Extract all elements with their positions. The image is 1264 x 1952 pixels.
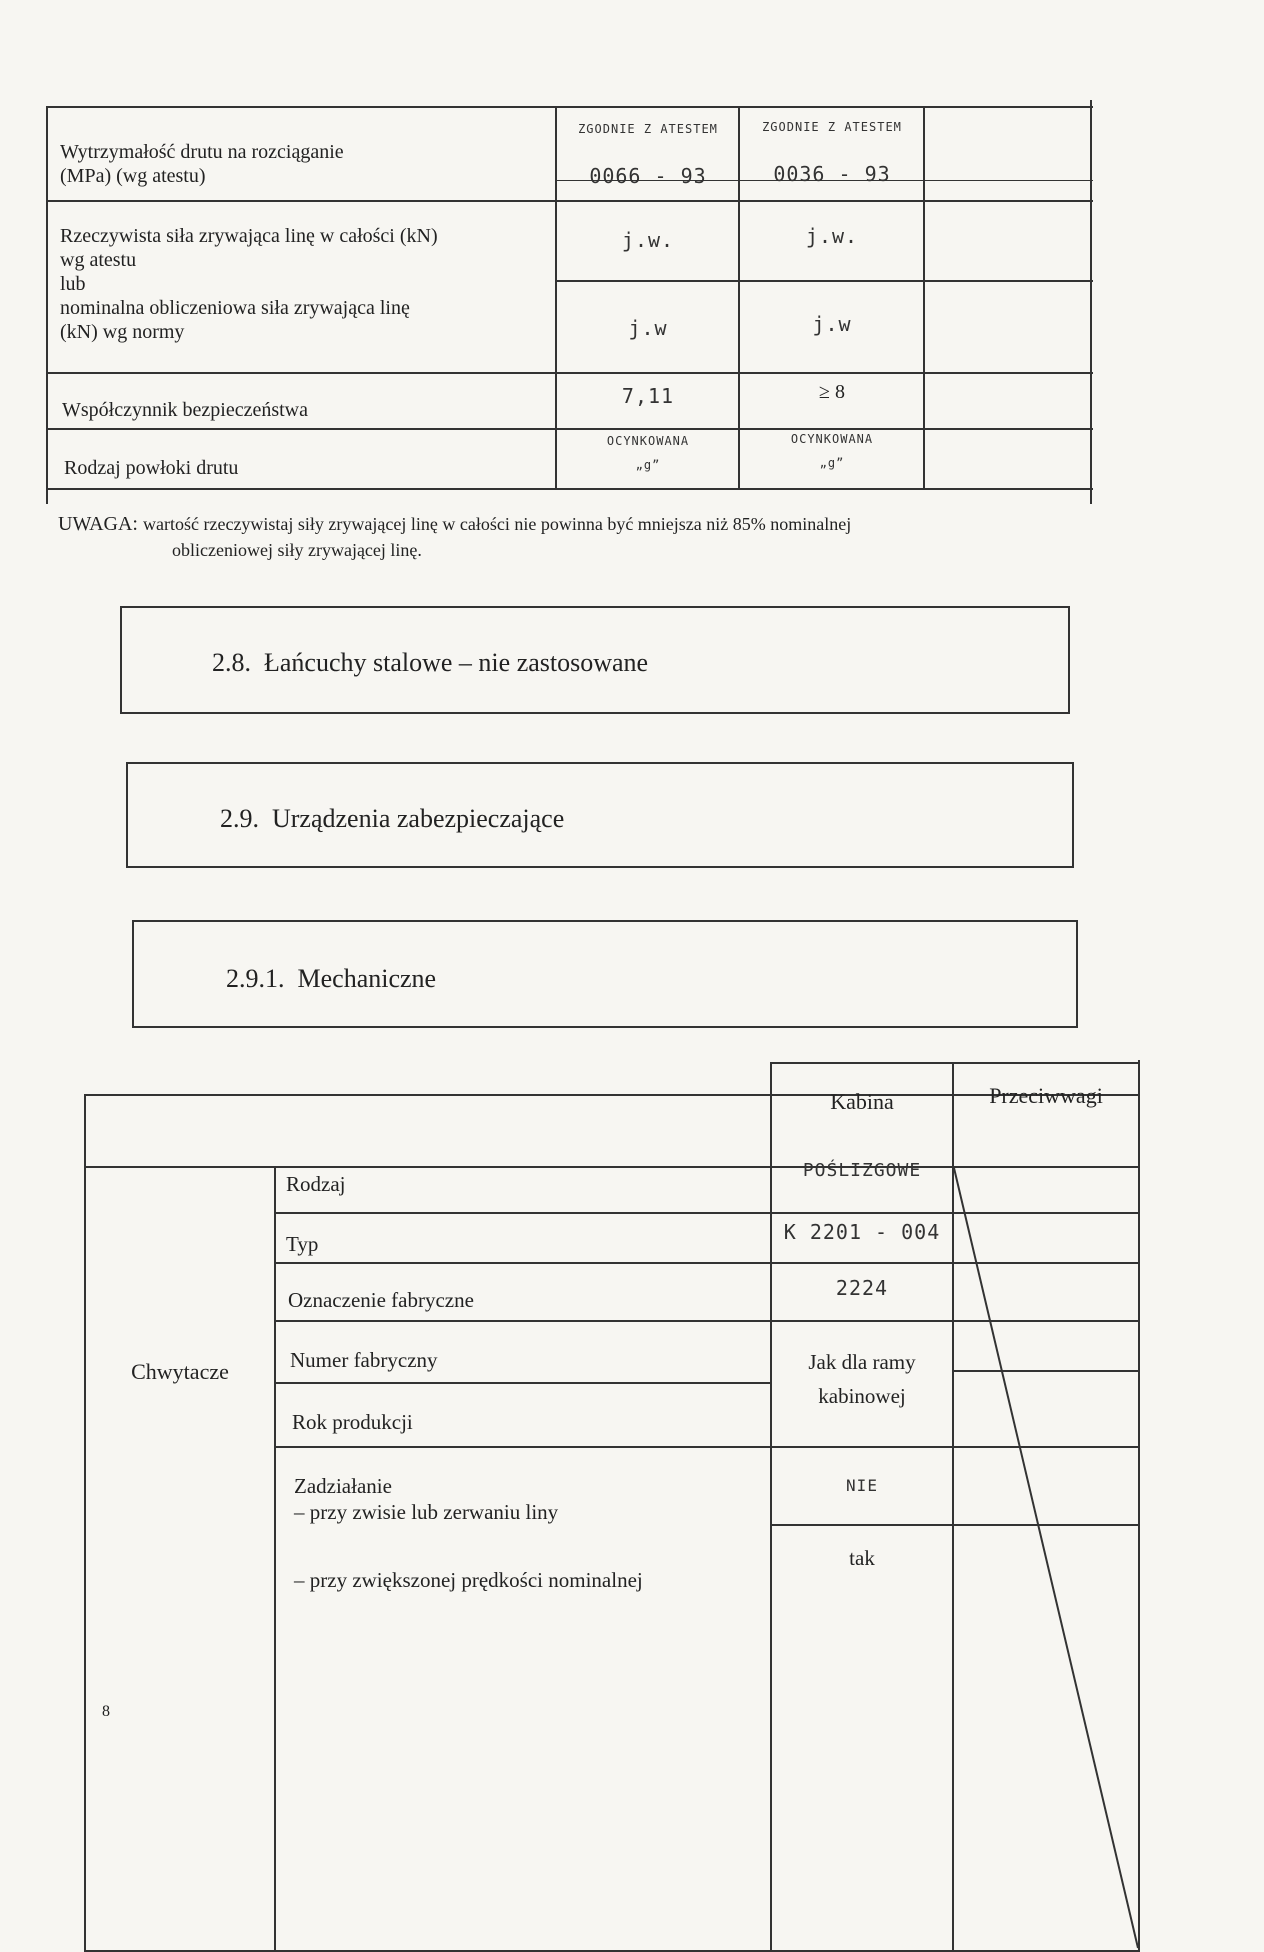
note-prefix: UWAGA: bbox=[58, 513, 138, 535]
col-header-przeciwwagi: Przeciwwagi bbox=[989, 1083, 1103, 1108]
label-tensile-strength: Wytrzymałość drutu na rozciąganie (MPa) (wg atestu) bbox=[60, 141, 344, 187]
page-number: 8 bbox=[102, 1703, 110, 1720]
value-safety-factor-counterweight: ≥ 8 bbox=[819, 381, 845, 403]
row-value-zad-predkosc: tak bbox=[849, 1546, 875, 1570]
label-breaking-force: Rzeczywista siła zrywająca linę w całości (kN) wg atestu lub nominalna obliczeniowa siła zrywająca linę (kN) wg normy bbox=[60, 225, 438, 343]
value-breaking-nominal-cabin: j.w bbox=[628, 316, 668, 340]
row-value-rok: kabinowej bbox=[818, 1384, 906, 1408]
value-coating-cabin-class: „g” bbox=[635, 458, 661, 472]
value-breaking-nominal-counterweight: j.w bbox=[812, 312, 852, 336]
label-safety-factor: Współczynnik bezpieczeństwa bbox=[62, 399, 309, 421]
group-chwytacze: Chwytacze bbox=[131, 1359, 229, 1384]
section-box-2-8 bbox=[120, 606, 1070, 714]
value-tensile-counterweight-note: ZGODNIE Z ATESTEM bbox=[762, 120, 902, 134]
row-label-zad-predkosc: – przy zwiększonej prędkości nominalnej bbox=[294, 1568, 643, 1592]
row-label-rodzaj: Rodzaj bbox=[286, 1172, 346, 1196]
row-value-zad-zwis: NIE bbox=[846, 1476, 878, 1495]
value-tensile-cabin-note: ZGODNIE Z ATESTEM bbox=[578, 122, 718, 136]
note bbox=[58, 512, 851, 536]
value-coating-cabin: OCYNKOWANA bbox=[606, 434, 690, 448]
value-safety-factor-cabin: 7,11 bbox=[621, 384, 675, 408]
note-line-1: wartość rzeczywistaj siły zrywającej linę w całości nie powinna być mniejsza niż 85% nominalnej bbox=[143, 514, 852, 534]
value-coating-counterweight-class: „g” bbox=[819, 456, 845, 470]
col-header-kabina: Kabina bbox=[830, 1089, 894, 1114]
row-label-rok: Rok produkcji bbox=[292, 1410, 413, 1434]
label-wire-coating: Rodzaj powłoki drutu bbox=[64, 457, 239, 479]
value-tensile-counterweight: 0036 - 93 bbox=[773, 162, 891, 186]
row-label-zad-zwis: – przy zwisie lub zerwaniu liny bbox=[294, 1500, 559, 1524]
section-box-2-9-1 bbox=[132, 920, 1078, 1028]
value-breaking-actual-cabin: j.w. bbox=[621, 228, 675, 252]
note-line-2: obliczeniowej siły zrywającej linę. bbox=[172, 540, 422, 560]
row-value-oznaczenie: 2224 bbox=[835, 1276, 889, 1300]
section-box-2-9 bbox=[126, 762, 1074, 868]
value-coating-counterweight: OCYNKOWANA bbox=[790, 432, 874, 446]
section-2-9-heading: 2.9. Urządzenia zabezpieczające bbox=[220, 804, 565, 833]
value-breaking-actual-counterweight: j.w. bbox=[805, 224, 859, 248]
row-label-numer: Numer fabryczny bbox=[290, 1348, 438, 1372]
section-2-8-heading: 2.8. Łańcuchy stalowe – nie zastosowane bbox=[212, 648, 649, 677]
row-value-numer: Jak dla ramy bbox=[808, 1350, 916, 1374]
row-label-typ: Typ bbox=[286, 1232, 319, 1256]
row-value-rodzaj: POŚLIZGOWE bbox=[802, 1160, 922, 1181]
row-value-typ: K 2201 - 004 bbox=[783, 1220, 941, 1244]
row-label-oznaczenie: Oznaczenie fabryczne bbox=[288, 1288, 474, 1312]
section-2-9-1-heading: 2.9.1. Mechaniczne bbox=[226, 964, 437, 993]
value-tensile-cabin: 0066 - 93 bbox=[589, 164, 707, 188]
row-label-zadzialanie: Zadziałanie bbox=[294, 1474, 392, 1498]
strike-through-counterweight bbox=[952, 1166, 1140, 1950]
